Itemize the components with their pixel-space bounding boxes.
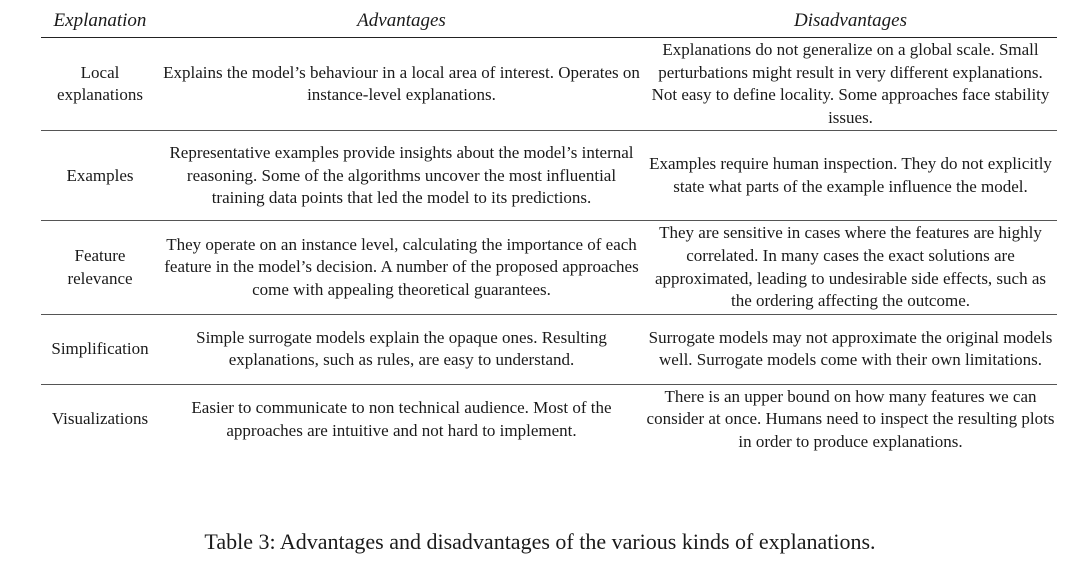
- cell-advantages: Representative examples provide insights about the model’s internal reasoning. Some of the algorithms uncover the most influential training data points that led the model to its predictions.: [159, 131, 644, 221]
- table-row: [41, 131, 1057, 221]
- table-row: [41, 221, 1057, 314]
- cell-disadvantages: They are sensitive in cases where the features are highly correlated. In many cases the exact solutions are approximated, leading to undesirable side effects, such as the ordering affecting the outcome.: [644, 221, 1057, 314]
- table-row: [41, 38, 1057, 131]
- cell-disadvantages: Surrogate models may not approximate the original models well. Surrogate models come with their own limitations.: [644, 314, 1057, 384]
- header-disadvantages: Disadvantages: [644, 6, 1057, 38]
- cell-advantages: Explains the model’s behaviour in a local area of interest. Operates on instance-level explanations.: [159, 38, 644, 131]
- cell-explanation: Local explanations: [41, 38, 159, 131]
- cell-disadvantages: Examples require human inspection. They do not explicitly state what parts of the example influence the model.: [644, 131, 1057, 221]
- cell-advantages: Easier to communicate to non technical audience. Most of the approaches are intuitive and not hard to implement.: [191, 398, 612, 440]
- table-row: [41, 314, 1057, 384]
- table-row: [41, 384, 1057, 454]
- table-header: [41, 6, 1057, 38]
- cell-disadvantages: There is an upper bound on how many features we can consider at once. Humans need to inspect the resulting plots in order to produce explanations.: [646, 386, 1055, 451]
- table-body: [41, 38, 1057, 455]
- header-advantages: Advantages: [159, 6, 644, 38]
- cell-explanation: Simplification: [41, 314, 159, 384]
- header-explanation: Explanation: [41, 6, 159, 38]
- cell-advantages: They operate on an instance level, calculating the importance of each feature in the model’s decision. A number of the proposed approaches come with appealing theoretical guarantees.: [159, 221, 644, 314]
- table-caption: Table 3: Advantages and disadvantages of the various kinds of explanations.: [204, 529, 876, 554]
- cell-advantages: Simple surrogate models explain the opaque ones. Resulting explanations, such as rules, are easy to understand.: [159, 314, 644, 384]
- cell-explanation: Feature relevance: [41, 221, 159, 314]
- header-row: [41, 6, 1057, 38]
- explanations-table: [41, 6, 1057, 455]
- cell-explanation: Examples: [41, 131, 159, 221]
- cell-disadvantages: Explanations do not generalize on a global scale. Small perturbations might result in very different explanations. Not easy to define locality. Some approaches face stability issues.: [644, 38, 1057, 131]
- cell-explanation: Visualizations: [51, 409, 149, 429]
